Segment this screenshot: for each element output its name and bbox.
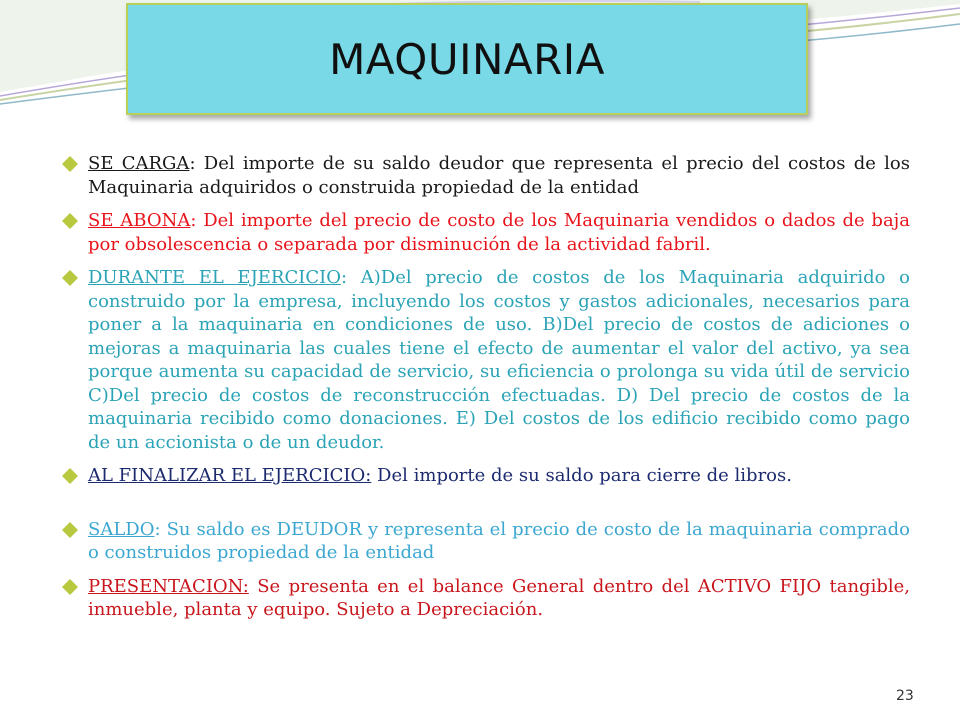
item-text: Su saldo es DEUDOR y representa el precio de costo de la maquinaria comprado o construidos propiedad de la entidad: [88, 518, 910, 563]
title-box: [126, 3, 808, 115]
list-item-presentacion: [60, 575, 910, 622]
item-label: SALDO: [88, 518, 155, 540]
item-text: A)Del precio de costos de los Maquinaria adquirido o construido por la empresa, incluyendo los costos y gastos adicionales, necesarios para poner a la maquinaria en condiciones de uso. B)Del precio de costos de adiciones o mejoras a maquinaria las cuales tiene el efecto de aumentar el valor del activo, ya sea porque aumenta su capacidad de servicio, su eficiencia o prolonga su vida útil de servicio C)Del precio de costos de reconstrucción efectuadas. D) Del precio de costos de la maquinaria recibido como donaciones. E) Del costos de los edificio recibido como pago de un accionista o de un deudor.: [88, 267, 911, 453]
item-text: Del importe de su saldo deudor que representa el precio del costos de los Maquinaria adquiridos o construida propiedad de la entidad: [88, 153, 910, 198]
item-label: AL FINALIZAR EL EJERCICIO:: [88, 465, 372, 486]
slide-title: MAQUINARIA: [329, 34, 605, 84]
diamond-bullet-icon: [62, 270, 78, 286]
item-label: SE CARGA: [88, 153, 190, 174]
item-separator: :: [341, 267, 348, 288]
list-item-durante-el-ejercicio: [60, 266, 910, 454]
item-separator: :: [189, 153, 196, 174]
diamond-bullet-icon: [62, 579, 78, 595]
list-item-al-finalizar: [60, 464, 910, 488]
diamond-bullet-icon: [62, 213, 78, 229]
diamond-bullet-icon: [62, 522, 78, 538]
item-text: Del importe de su saldo para cierre de libros.: [371, 465, 792, 486]
item-text: Del importe del precio de costo de los Maquinaria vendidos o dados de baja por obsolescencia o separada por disminución de la actividad fabril.: [88, 210, 910, 255]
diamond-bullet-icon: [62, 468, 78, 484]
diamond-bullet-icon: [62, 156, 78, 172]
list-item-se-abona: [60, 209, 910, 256]
item-separator: :: [154, 518, 161, 540]
item-label: DURANTE EL EJERCICIO: [88, 267, 342, 288]
item-text: Se presenta en el balance General dentro del ACTIVO FIJO tangible, inmueble, planta y equipo. Sujeto a Depreciación.: [88, 575, 910, 620]
item-label: PRESENTACION:: [88, 575, 249, 597]
page-number: 23: [896, 688, 914, 704]
content-list: [60, 152, 910, 622]
item-separator: :: [190, 210, 197, 231]
list-item-se-carga: [60, 152, 910, 199]
item-label: SE ABONA: [88, 210, 191, 231]
list-item-saldo: [60, 518, 910, 565]
